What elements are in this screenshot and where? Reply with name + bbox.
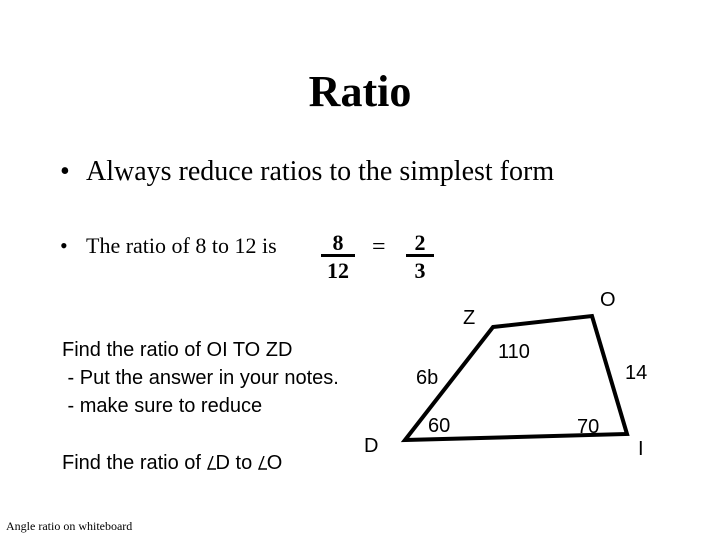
vertex-z-label: Z <box>463 307 476 329</box>
question-line: Find the ratio of OI TO ZD <box>62 339 293 361</box>
fraction-denominator: 12 <box>327 258 349 283</box>
angle-z-measure: 110 <box>498 341 530 363</box>
question-text: to <box>229 452 258 474</box>
side-zd-length: 6b <box>416 367 439 389</box>
fraction-denominator: 3 <box>414 258 426 283</box>
bullet-text: The ratio of 8 to 12 is <box>86 233 277 258</box>
question-line: - Put the answer in your notes. <box>62 367 339 389</box>
equals-sign: = <box>372 234 386 260</box>
fraction-numerator: 2 <box>406 232 434 257</box>
slide-title: Ratio <box>308 67 412 116</box>
question-text: Find the ratio of <box>62 452 207 474</box>
fraction-numerator: 8 <box>321 232 355 257</box>
angle-d-label: D <box>215 452 230 474</box>
vertex-d-label: D <box>364 435 379 457</box>
angle-d-measure: 60 <box>428 415 451 437</box>
footnote: Angle ratio on whiteboard <box>6 519 133 533</box>
vertex-o-label: O <box>600 289 616 311</box>
vertex-i-label: I <box>638 438 644 460</box>
bullet-text: Always reduce ratios to the simplest form <box>86 156 555 187</box>
angle-o-label: O <box>266 452 283 474</box>
side-oi-length: 14 <box>625 362 648 384</box>
question-line: - make sure to reduce <box>62 395 263 417</box>
bullet-dot: • <box>60 156 70 187</box>
bullet-dot: • <box>60 233 68 258</box>
angle-i-measure: 70 <box>577 416 600 438</box>
